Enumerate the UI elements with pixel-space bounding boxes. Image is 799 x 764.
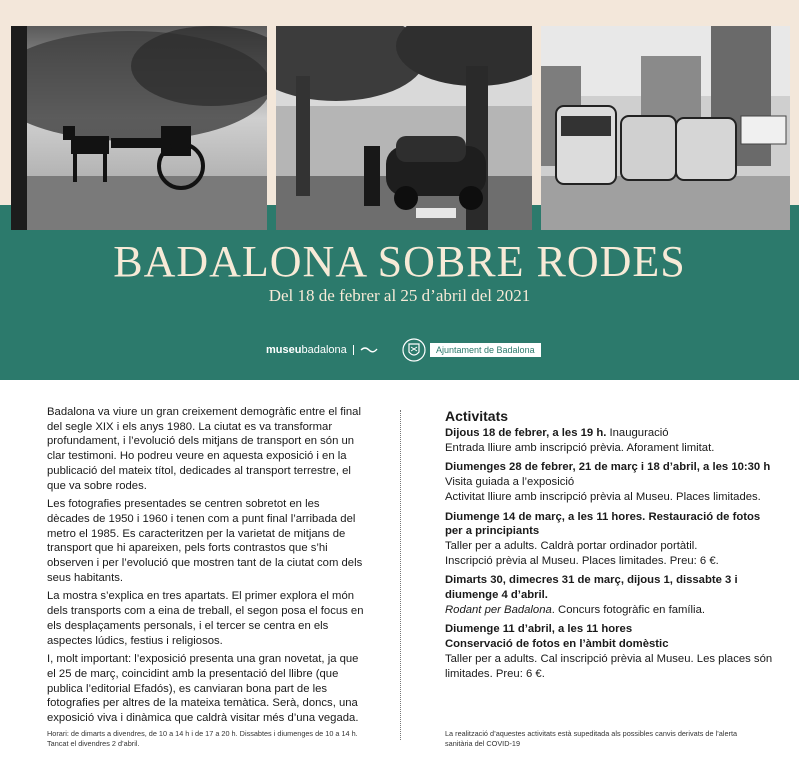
wave-icon bbox=[360, 344, 378, 356]
ajuntament-logo bbox=[402, 337, 541, 363]
car-under-trees-photo bbox=[276, 26, 532, 230]
activity-date: Dijous 18 de febrer, a les 19 h. bbox=[445, 427, 607, 439]
activity-item bbox=[445, 573, 780, 617]
opening-hours-note: Horari: de dimarts a divendres, de 10 a 14 h i de 17 a 20 h. Dissabtes i diumenges de 10 a 14 h. Tancat el divendres 2 d’abril. bbox=[47, 729, 358, 748]
buses-photo bbox=[541, 26, 790, 230]
activity-date: Dimarts 30, dimecres 31 de març, dijous 1, dissabte 3 i diumenge 4 d’abril. bbox=[445, 574, 738, 602]
museu-badalona-logo bbox=[266, 344, 378, 356]
activity-title: Rodant per Badalona bbox=[445, 603, 552, 616]
activity-item bbox=[445, 510, 780, 569]
horse-cart-photo bbox=[11, 26, 267, 230]
activity-detail: Activitat lliure amb inscripció prèvia al Museu. Places limitades. bbox=[445, 490, 761, 503]
activity-detail: . Concurs fotogràfic en família. bbox=[551, 603, 705, 616]
intro-text bbox=[47, 405, 365, 730]
covid-disclaimer: La realització d’aquestes activitats està supeditada als possibles canvis derivats de l’alerta sanitària del COVID-19 bbox=[445, 729, 738, 748]
intro-paragraph: Les fotografies presentades se centren sobretot en les dècades de 1950 i 1960 i tenen com a punt final l’arribada del metro el 1985. Es caracteritzen per la varietat de mitjans de transport que hi apareixen, pels forts contrastos que s’hi observen i per l’evolució que mostren tant de la ciutat com dels seus habitants. bbox=[47, 498, 363, 584]
activity-detail: Taller per a adults. Caldrà portar ordinador portàtil. bbox=[445, 539, 698, 552]
ajuntament-label: Ajuntament de Badalona bbox=[430, 343, 541, 357]
activity-title: Inauguració bbox=[606, 427, 669, 439]
activities-section bbox=[445, 408, 780, 686]
activity-item bbox=[445, 426, 780, 455]
column-divider bbox=[400, 410, 402, 740]
activity-title: Conservació de fotos en l’àmbit domèstic bbox=[445, 638, 669, 651]
activities-heading: Activitats bbox=[445, 408, 509, 424]
activity-item bbox=[445, 622, 780, 681]
intro-paragraph: I, molt important: l’exposició presenta una gran novetat, ja que el 25 de març, coincidint amb la presentació del llibre (que publica l’editorial Efadós), es canviaran bona part de les fotografies per altres de la mateixa temàtica. Serà, doncs, una exposició viva i dinàmica que caldrà visitar més d’una vegada. bbox=[47, 653, 359, 725]
activity-title: Visita guiada a l’exposició bbox=[445, 476, 575, 489]
intro-paragraph: La mostra s’explica en tres apartats. El primer explora el món dels transports com a eina de treball, el segon posa el focus en els desplaçaments personals, i el tercer se centra en els aspectes lúdics, festius i religiosos. bbox=[47, 590, 364, 647]
page-title: BADALONA SOBRE RODES bbox=[113, 237, 686, 286]
activity-detail: Inscripció prèvia al Museu. Places limitades. Preu: 6 €. bbox=[445, 554, 719, 567]
activity-detail: Entrada lliure amb inscripció prèvia. Aforament limitat. bbox=[445, 441, 715, 454]
activity-date: Diumenge 11 d’abril, a les 11 hores bbox=[445, 623, 633, 636]
logo-museu-bold: museu bbox=[266, 344, 302, 356]
city-shield-icon bbox=[402, 337, 426, 363]
activity-detail: Taller per a adults. Cal inscripció prèvia al Museu. Les places són limitades. Preu: 6 €. bbox=[445, 652, 773, 680]
activity-date: Diumenge 14 de març, a les 11 hores. bbox=[445, 510, 646, 523]
logo-separator bbox=[353, 345, 354, 355]
activity-item bbox=[445, 460, 780, 504]
logo-museu-rest: badalona bbox=[301, 344, 347, 356]
intro-paragraph: Badalona va viure un gran creixement demogràfic entre el final del segle XIX i els anys 1980. La ciutat es va transformar profundament, i l’evolució dels mitjans de transport en són un clar testimoni. Ho podreu veure en aquesta exposició i en la publicació del mateix títol, dedicades al transport terrestre, el que va sobre rodes. bbox=[47, 406, 361, 492]
page-subtitle: Del 18 de febrer al 25 d’abril del 2021 bbox=[268, 286, 531, 305]
activity-date: Diumenges 28 de febrer, 21 de març i 18 d’abril, a les 10:30 h bbox=[445, 461, 771, 474]
activity-title: Restauració de fotos per a principiants bbox=[445, 510, 761, 538]
